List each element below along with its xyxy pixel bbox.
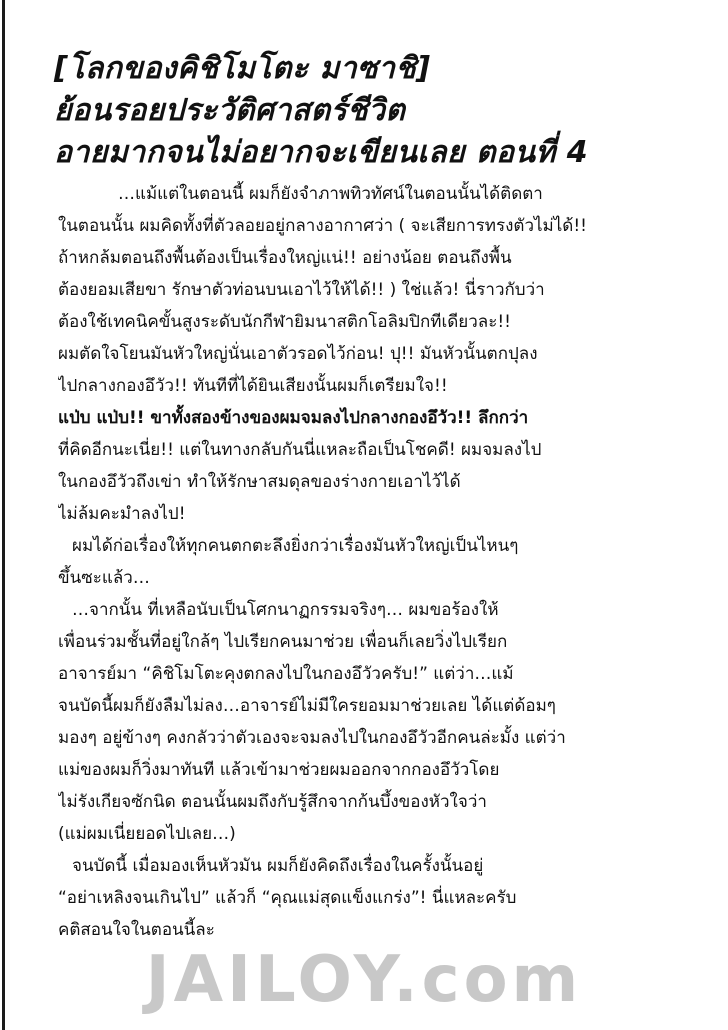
body-line: ผมตัดใจโยนมันหัวใหญ่นั่นเอาตัวรอดไว้ก่อน! ปุ!! มันหัวนั้นตกปุลง xyxy=(58,344,538,364)
body-line: อาจารย์มา “คิชิโมโตะคุงตกลงไปในกองอึวัวครับ!” แต่ว่า…แม้ xyxy=(58,664,514,684)
body-line: ในกองอึวัวถึงเข่า ทำให้รักษาสมดุลของร่างกายเอาไว้ได้ xyxy=(58,472,461,492)
body-line: ถ้าหกล้มตอนถึงพื้นต้องเป็นเรื่องใหญ่แน่!! อย่างน้อย ตอนถึงพื้น xyxy=(58,248,512,268)
body-line: ที่คิดอีกนะเนี่ย!! แต่ในทางกลับกันนี่แหละถือเป็นโชคดี! ผมจมลงไป xyxy=(58,440,542,460)
body-line: เพื่อนร่วมชั้นที่อยู่ใกล้ๆ ไปเรียกคนมาช่วย เพื่อนก็เลยวิ่งไปเรียก xyxy=(58,632,508,652)
body-line: ขึ้นซะแล้ว… xyxy=(58,568,150,588)
body-line: …จากนั้น ที่เหลือนับเป็นโศกนาฏกรรมจริงๆ… ผมขอร้องให้ xyxy=(72,600,499,620)
body-line: …แม้แต่ในตอนนี้ ผมก็ยังจำภาพทิวทัศน์ในตอนนั้นได้ติดตา xyxy=(118,184,543,204)
body-line: จนบัดนี้ เมื่อมองเห็นหัวมัน ผมก็ยังคิดถึงเรื่องในครั้งนั้นอยู่ xyxy=(72,856,484,876)
watermark: JAILOY.com xyxy=(145,943,583,1017)
body-line: แม่ของผมก็วิ่งมาทันที แล้วเข้ามาช่วยผมออกจากกองอึวัวโดย xyxy=(58,760,500,780)
body-line: จนบัดนี้ผมก็ยังลืมไม่ลง…อาจารย์ไม่มีใครยอมมาช่วยเลย ได้แต่ด้อมๆ xyxy=(58,696,556,716)
body-line: คติสอนใจในตอนนี้ละ xyxy=(58,920,215,940)
page-title xyxy=(54,48,674,174)
body-line: ไม่รังเกียจซักนิด ตอนนั้นผมถึงกับรู้สึกจากก้นบึ้งของหัวใจว่า xyxy=(58,792,487,812)
body-line: ต้องยอมเสียขา รักษาตัวท่อนบนเอาไว้ให้ได้!! ) ใช่แล้ว! นี่ราวกับว่า xyxy=(58,280,545,300)
body-line: ไปกลางกองอึวัว!! ทันทีที่ได้ยินเสียงนั้นผมก็เตรียมใจ!! xyxy=(58,376,448,396)
body-line: ไม่ล้มคะมำลงไป! xyxy=(58,504,186,524)
page-edge-line xyxy=(2,0,5,1030)
body-line: แป่บ แป่บ!! ขาทั้งสองข้างของผมจมลงไปกลางกองอึวัว!! ลึกกว่า xyxy=(58,408,529,428)
title-line-3: อายมากจนไม่อยากจะเขียนเลย ตอนที่ 4 xyxy=(54,135,589,170)
title-line-1: [โลกของคิชิโมโตะ มาซาชิ] xyxy=(54,51,431,86)
body-line: ต้องใช้เทคนิคขั้นสูงระดับนักกีฬายิมนาสติกโอลิมปิกทีเดียวละ!! xyxy=(58,312,511,332)
body-line: มองๆ อยู่ข้างๆ คงกลัวว่าตัวเองจะจมลงไปในกองอึวัวอีกคนล่ะมั้ง แต่ว่า xyxy=(58,728,566,748)
body-line: ในตอนนั้น ผมคิดทั้งที่ตัวลอยอยู่กลางอากาศว่า ( จะเสียการทรงตัวไม่ได้!! xyxy=(58,216,587,236)
body-line: ผมได้ก่อเรื่องให้ทุกคนตกตะลึงยิ่งกว่าเรื่องมันหัวใหญ่เป็นไหนๆ xyxy=(72,536,519,556)
body-line: (แม่ผมเนี่ยยอดไปเลย…) xyxy=(58,824,236,844)
body-text xyxy=(58,178,706,946)
body-line: “อย่าเหลิงจนเกินไป” แล้วก็ “คุณแม่สุดแข็งแกร่ง”! นี่แหละครับ xyxy=(58,888,517,908)
title-line-2: ย้อนรอยประวัติศาสตร์ชีวิต xyxy=(54,93,406,128)
